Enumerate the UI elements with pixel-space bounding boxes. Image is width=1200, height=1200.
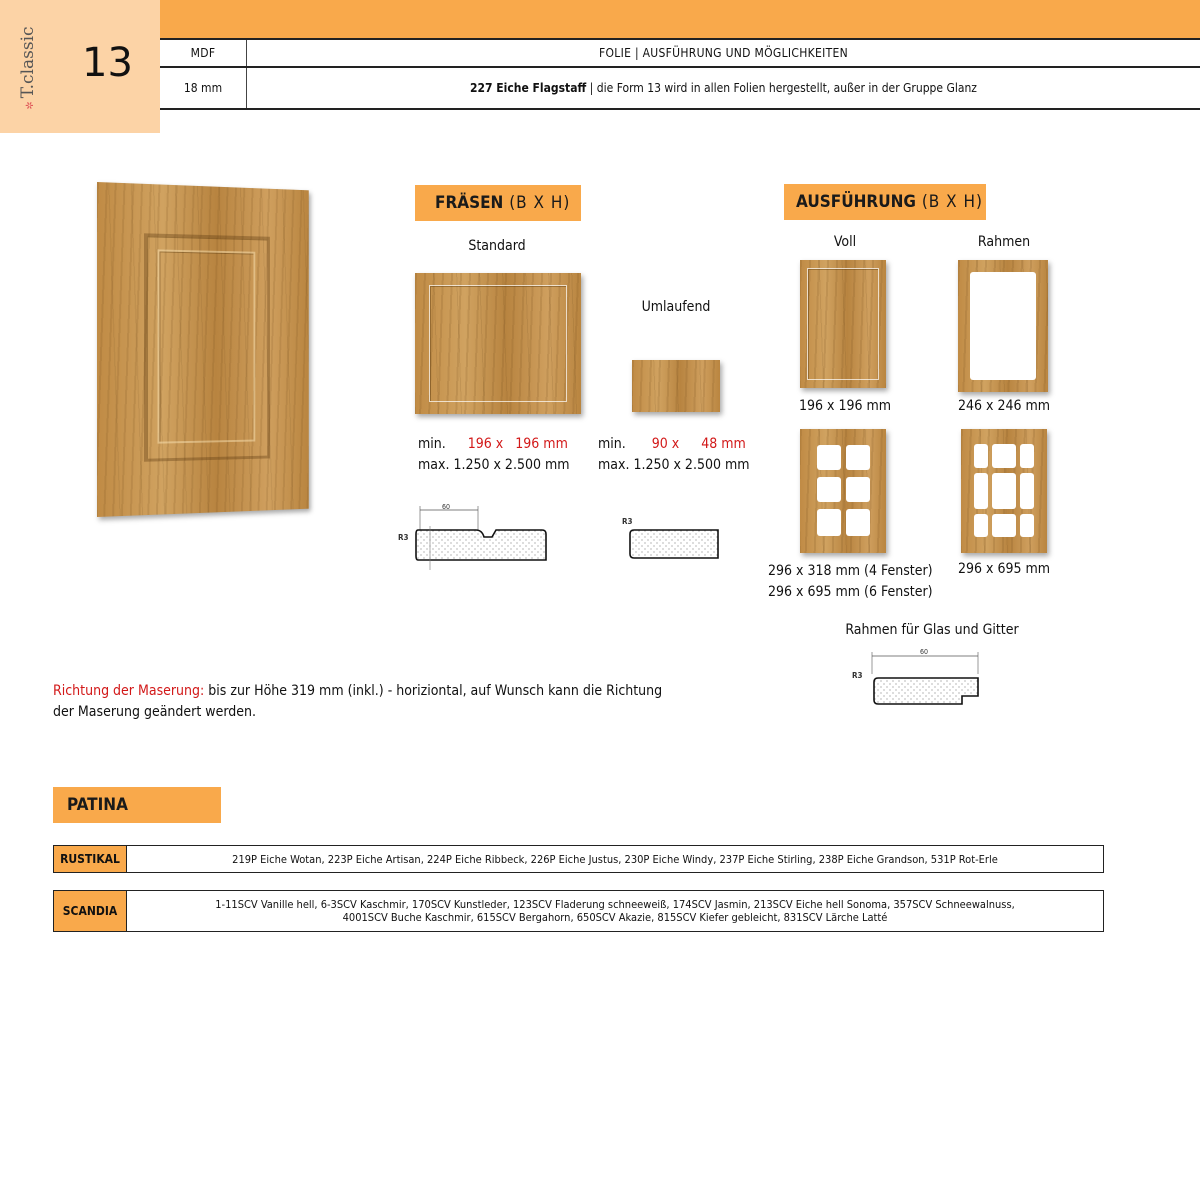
col2-header: FOLIE | AUSFÜHRUNG UND MÖGLICHKEITEN — [247, 39, 1200, 67]
col1-value: 18 mm — [160, 67, 247, 109]
ausfuehrung-heading — [784, 184, 986, 220]
fenster-dim-6: 296 x 695 mm (6 Fenster) — [768, 584, 933, 600]
profile-glas-drawing — [850, 644, 990, 714]
standard-label: Standard — [468, 238, 526, 254]
sprossen-pane — [974, 444, 988, 468]
folie-name: 227 Eiche Flagstaff — [470, 81, 587, 95]
fenster-pane — [817, 445, 841, 470]
fenster-dims — [768, 561, 958, 603]
rahmen-window — [970, 272, 1036, 380]
standard-min-width: 196 x — [467, 436, 504, 452]
form-badge — [0, 0, 160, 133]
fenster-sample — [800, 429, 886, 553]
rahmen-label: Rahmen — [977, 234, 1031, 250]
brand-logo — [18, 18, 38, 118]
sprossen-sample — [961, 429, 1047, 553]
voll-dim: 196 x 196 mm — [798, 398, 892, 414]
door-panel-edge — [158, 249, 256, 443]
maserung-note — [53, 681, 713, 723]
patina-key: RUSTIKAL — [54, 846, 127, 873]
umlaufend-min-label: min. — [598, 436, 626, 452]
rahmen-sample — [958, 260, 1048, 392]
sprossen-pane — [992, 444, 1016, 468]
rahmen-dim: 246 x 246 mm — [957, 398, 1051, 414]
standard-groove — [429, 285, 567, 402]
standard-sample — [415, 273, 581, 414]
patina-key: SCANDIA — [54, 891, 127, 932]
form-number: 13 — [82, 40, 133, 86]
table-row — [54, 846, 1104, 873]
standard-min-height: 196 mm — [515, 436, 568, 452]
fraesen-title: FRÄSEN — [435, 193, 504, 213]
voll-sample — [800, 260, 886, 388]
umlaufend-max: max. 1.250 x 2.500 mm — [598, 457, 750, 473]
sprossen-pane — [1020, 444, 1034, 468]
col1-header: MDF — [160, 39, 247, 67]
patina-values: 219P Eiche Wotan, 223P Eiche Artisan, 224P Eiche Ribbeck, 226P Eiche Justus, 230P Eiche Windy, 237P Eiche Stirling, 238P Eiche Grandson, 531P Rot-Erle — [127, 846, 1104, 873]
profile-uml-radius: R3 — [622, 517, 633, 526]
umlaufend-min-height: 48 mm — [701, 436, 746, 452]
sprossen-pane — [1020, 514, 1034, 537]
patina-heading: PATINA — [53, 787, 221, 823]
table-row — [54, 891, 1104, 932]
glas-label: Rahmen für Glas und Gitter — [845, 622, 1019, 638]
patina-values-line1: 1-11SCV Vanille hell, 6-3SCV Kaschmir, 170SCV Kunstleder, 123SCV Fladerung schneeweiß, 174SCV Jasmin, 213SCV Eiche hell Sonoma, 357SCV Schneewalnuss, — [215, 898, 1015, 911]
folie-note: | die Form 13 wird in allen Folien hergestellt, außer in der Gruppe Glanz — [586, 81, 977, 95]
standard-max: max. 1.250 x 2.500 mm — [418, 457, 570, 473]
voll-groove — [807, 268, 879, 380]
maserung-text: bis zur Höhe 319 mm (inkl.) - horiziontal, auf Wunsch kann die Richtung — [204, 683, 663, 699]
maserung-text2: der Maserung geändert werden. — [53, 704, 256, 720]
ausfuehrung-suffix: (B X H) — [915, 192, 983, 212]
patina-values — [127, 891, 1104, 932]
sprossen-pane — [992, 514, 1016, 537]
profile-glas-width: 60 — [920, 648, 929, 656]
sprossen-dim: 296 x 695 mm — [957, 561, 1051, 577]
fenster-pane — [817, 477, 841, 502]
patina-values-line2: 4001SCV Buche Kaschmir, 615SCV Bergahorn, 650SCV Akazie, 815SCV Kiefer gebleicht, 831SCV Lärche Latté — [342, 911, 888, 924]
profile-umlaufend-drawing — [620, 512, 730, 568]
patina-rustikal-table — [53, 845, 1104, 873]
sprossen-pane — [974, 514, 988, 537]
sprossen-pane — [1020, 473, 1034, 509]
col2-value — [247, 67, 1200, 109]
logo-dots-icon: ✲ — [25, 101, 36, 110]
brand-name: T.classic — [18, 26, 38, 99]
fenster-pane — [846, 445, 870, 470]
patina-scandia-table — [53, 890, 1104, 932]
fenster-pane — [817, 509, 841, 536]
fenster-pane — [846, 509, 870, 536]
profile-standard-drawing — [396, 500, 556, 572]
umlaufend-sample — [632, 360, 720, 412]
standard-min-label: min. — [418, 436, 446, 452]
maserung-label: Richtung der Maserung: — [53, 683, 205, 699]
umlaufend-dims — [598, 434, 773, 476]
fenster-dim-4: 296 x 318 mm (4 Fenster) — [768, 563, 933, 579]
sprossen-pane — [992, 473, 1016, 509]
door-photo — [97, 182, 309, 517]
standard-dims — [418, 434, 593, 476]
header-table — [160, 38, 1200, 110]
fraesen-suffix: (B X H) — [503, 193, 571, 213]
umlaufend-label: Umlaufend — [641, 299, 711, 315]
profile-std-radius: R3 — [398, 533, 409, 542]
fenster-pane — [846, 477, 870, 502]
fraesen-heading — [415, 185, 581, 221]
profile-glas-radius: R3 — [852, 671, 863, 680]
ausfuehrung-title: AUSFÜHRUNG — [796, 192, 916, 212]
header-band — [160, 0, 1200, 38]
profile-std-width: 60 — [442, 503, 451, 511]
voll-label: Voll — [833, 234, 857, 250]
umlaufend-min-width: 90 x — [651, 436, 680, 452]
sprossen-pane — [974, 473, 988, 509]
